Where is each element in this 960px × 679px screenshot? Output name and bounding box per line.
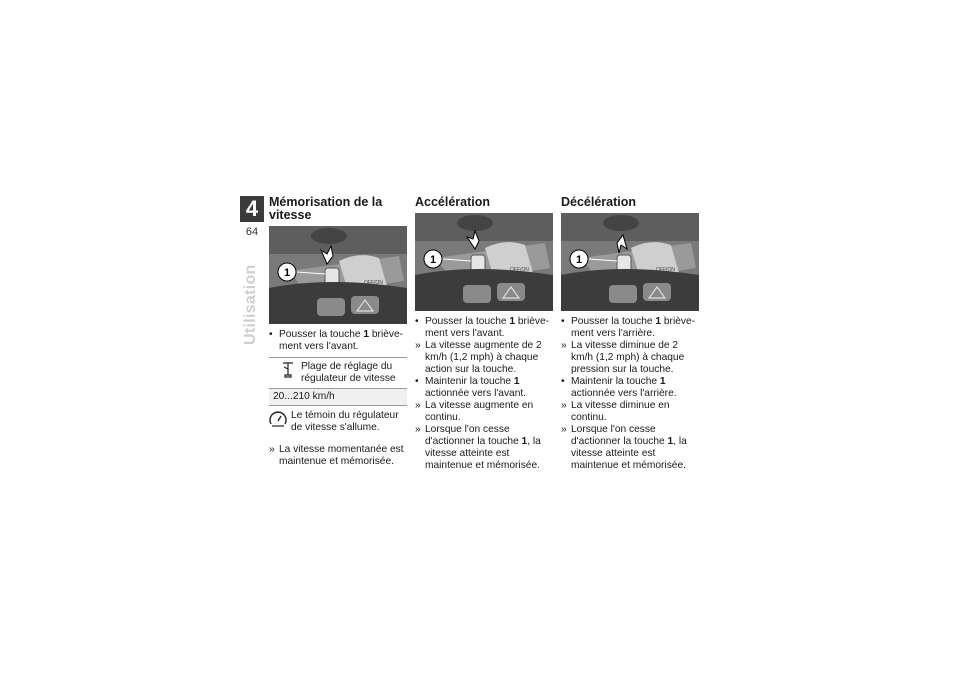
step-item: » La vitesse diminue de 2 km/h (1,2 mph) à chaque pression sur la touche.: [561, 340, 699, 376]
handlebar-switch-photo: [269, 226, 407, 324]
spec-label: Plage de réglage du régulateur de vitesse: [301, 361, 396, 384]
switch-label: OFF/ON: [656, 267, 675, 273]
photo-callout-1: 1: [283, 267, 291, 279]
section-heading: Mémorisation de la vitesse: [269, 195, 383, 222]
step-item: » La vitesse momentanée est maintenue et mémorisée.: [269, 444, 407, 468]
section-memorisation: [269, 196, 407, 468]
step-list: [269, 444, 407, 468]
cruise-control-lamp-icon: [269, 410, 287, 428]
step-item: » La vitesse diminue en continu.: [561, 400, 699, 424]
spec-box: [269, 357, 407, 406]
step-item: • Maintenir la touche 1 actionnée vers l'arrière.: [561, 376, 699, 400]
page-number: 64: [245, 226, 259, 238]
step-item: » La vitesse augmente de 2 km/h (1,2 mph) à chaque action sur la touche.: [415, 340, 553, 376]
chapter-title: Utilisation: [242, 264, 259, 345]
step-item: » La vitesse augmente en continu.: [415, 400, 553, 424]
switch-label: OFF/ON: [510, 267, 529, 273]
photo-callout-1: 1: [575, 254, 583, 266]
step-item: • Pousser la touche 1 brièvement vers l'avant.: [415, 316, 553, 340]
note-text: Le témoin du régulateur de vitesse s'allume.: [291, 410, 399, 433]
step-item: » Lorsque l'on cesse d'actionner la touche 1, la vitesse atteinte est maintenue et mémorisée.: [415, 424, 553, 472]
section-heading: Décélération: [561, 195, 637, 209]
torque-wrench-icon: [279, 361, 297, 379]
chapter-number: 4: [240, 196, 264, 222]
step-item: • Maintenir la touche 1 actionnée vers l'avant.: [415, 376, 553, 400]
spec-value: 20...210 km/h: [269, 389, 407, 405]
step-item: • Pousser la touche 1 brièvement vers l'avant.: [269, 329, 407, 353]
photo-callout-1: 1: [429, 254, 437, 266]
section-acceleration: [415, 196, 553, 472]
step-list: [561, 316, 699, 472]
handlebar-switch-photo: [415, 213, 553, 311]
note: [269, 410, 407, 434]
step-item: » Lorsque l'on cesse d'actionner la touche 1, la vitesse atteinte est maintenue et mémorisée.: [561, 424, 699, 472]
step-list: [415, 316, 553, 472]
switch-label: OFF/ON: [364, 280, 383, 286]
section-heading: Accélération: [415, 195, 491, 209]
handlebar-switch-photo: [561, 213, 699, 311]
section-deceleration: [561, 196, 699, 472]
step-item: • Pousser la touche 1 brièvement vers l'arrière.: [561, 316, 699, 340]
step-list: [269, 329, 407, 353]
